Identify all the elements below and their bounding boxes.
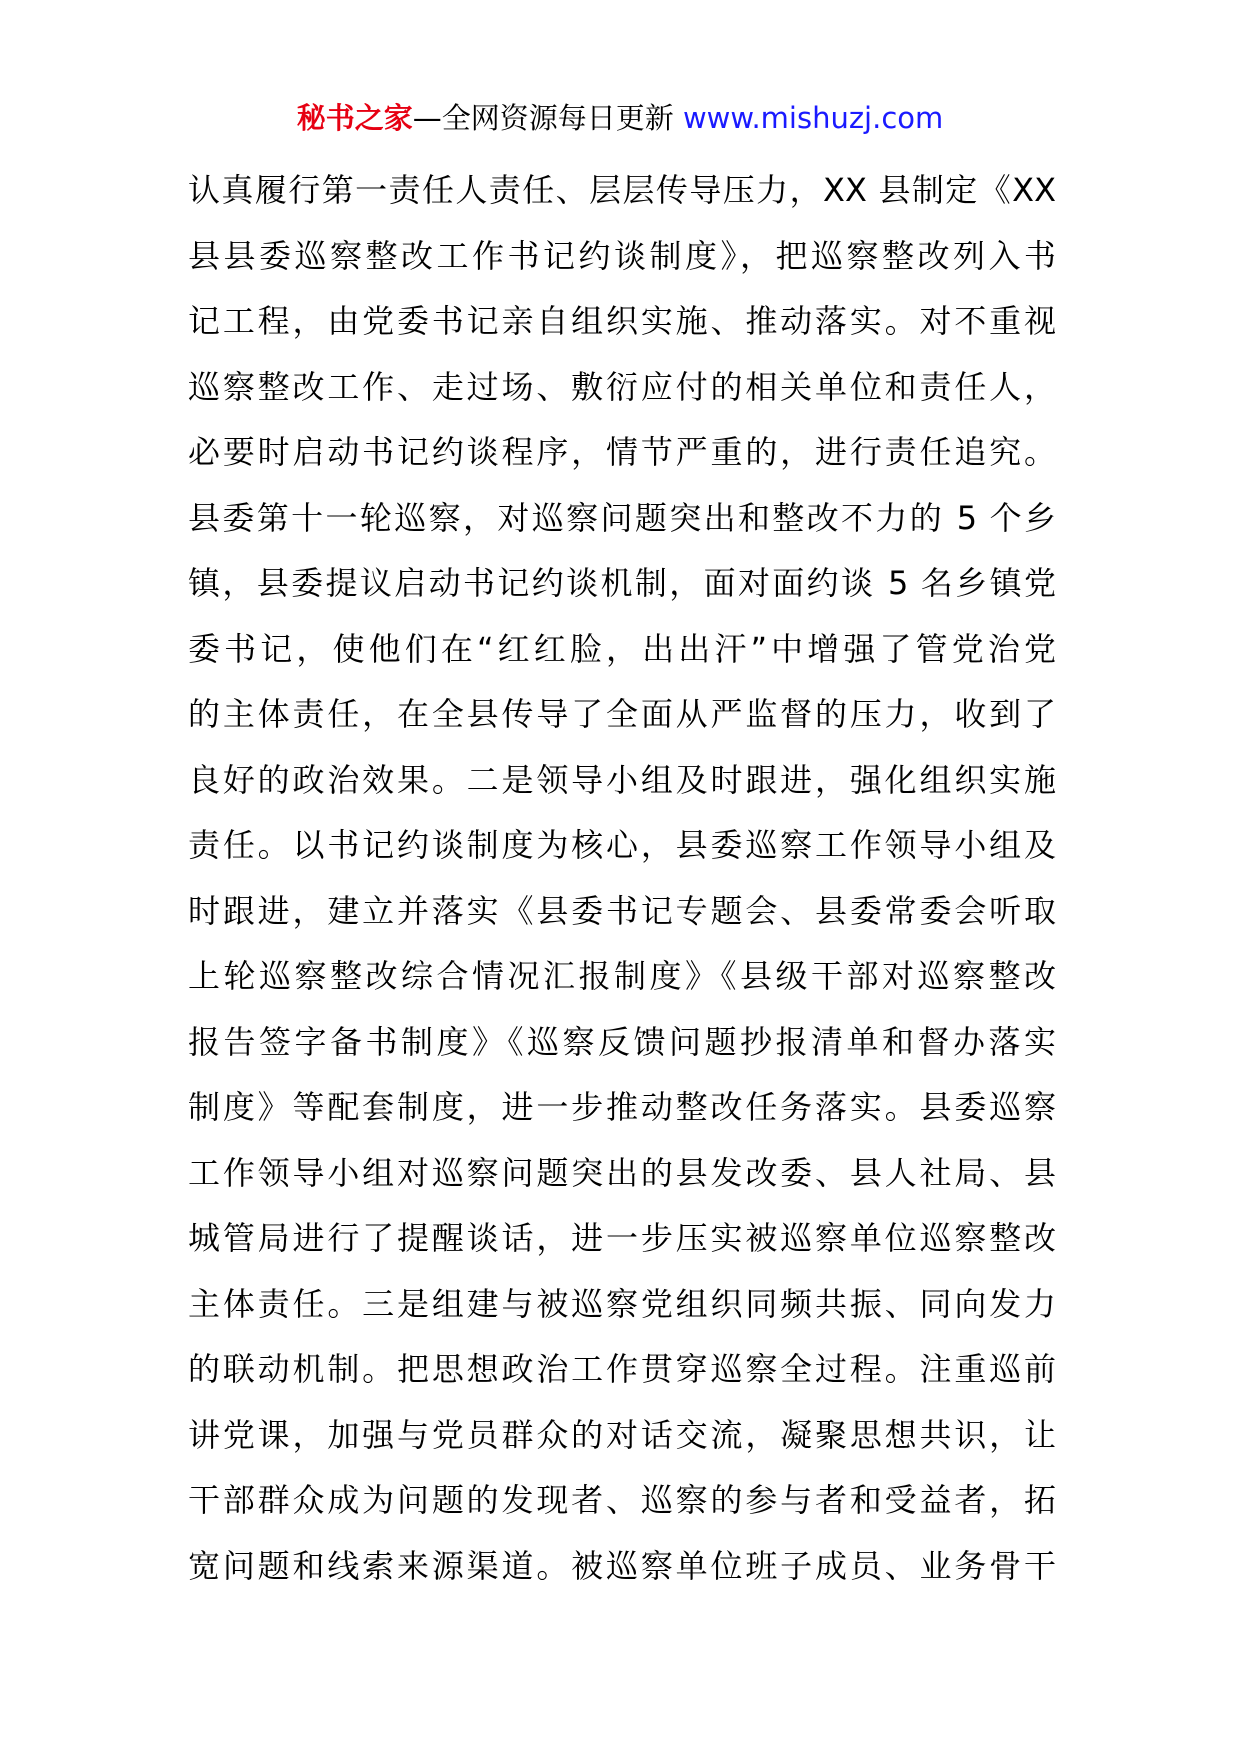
page-header [0,98,1240,138]
body-line: 的联动机制。把思想政治工作贯穿巡察全过程。注重巡前 [188,1350,1056,1388]
body-line: 必要时启动书记约谈程序，情节严重的，进行责任追究。 [188,433,1056,471]
body-line: 良好的政治效果。二是领导小组及时跟进，强化组织实施 [188,760,1056,799]
body-line: 巡察整改工作、走过场、敷衍应付的相关单位和责任人， [188,367,1056,406]
body-line: 县委第十一轮巡察，对巡察问题突出和整改不力的 5 个乡 [188,498,1056,537]
body-line: 认真履行第一责任人责任、层层传导压力，XX 县制定《XX [188,171,1056,209]
body-line: 县县委巡察整改工作书记约谈制度》，把巡察整改列入书 [188,236,1056,275]
body-line: 宽问题和线索来源渠道。被巡察单位班子成员、业务骨干 [188,1546,1056,1585]
body-line: 记工程，由党委书记亲自组织实施、推动落实。对不重视 [188,302,1056,340]
body-line: 时跟进，建立并落实《县委书记专题会、县委常委会听取 [188,891,1056,930]
body-line: 责任。以书记约谈制度为核心，县委巡察工作领导小组及 [188,826,1056,864]
header-brand: 秘书之家 [296,101,413,135]
body-line: 干部群众成为问题的发现者、巡察的参与者和受益者，拓 [188,1481,1056,1519]
body-line: 报告签字备书制度》《巡察反馈问题抄报清单和督办落实 [188,1022,1056,1061]
body-line: 的主体责任，在全县传导了全面从严监督的压力，收到了 [188,695,1056,733]
body-line: 工作领导小组对巡察问题突出的县发改委、县人社局、县 [188,1153,1056,1192]
document-body [188,158,1056,1599]
header-tagline: —全网资源每日更新 [412,101,683,135]
body-line: 主体责任。三是组建与被巡察党组织同频共振、同向发力 [188,1284,1056,1323]
body-line: 讲党课，加强与党员群众的对话交流，凝聚思想共识，让 [188,1415,1056,1454]
header-url-link[interactable]: www.mishuzj.com [682,101,944,135]
body-line: 镇，县委提议启动书记约谈机制，面对面约谈 5 名乡镇党 [188,564,1056,602]
body-line: 城管局进行了提醒谈话，进一步压实被巡察单位巡察整改 [188,1219,1056,1257]
body-line: 上轮巡察整改综合情况汇报制度》《县级干部对巡察整改 [188,957,1056,995]
body-line: 制度》等配套制度，进一步推动整改任务落实。县委巡察 [188,1088,1056,1126]
body-line: 委书记，使他们在“红红脸，出出汗”中增强了管党治党 [188,629,1056,668]
